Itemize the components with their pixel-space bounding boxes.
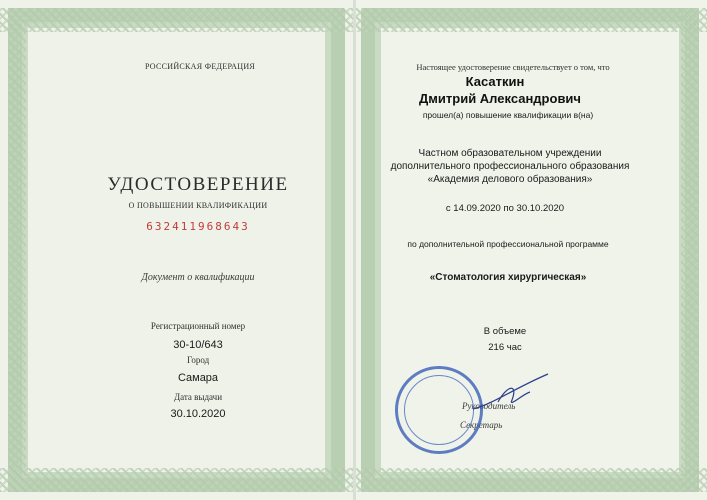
issue-date-label: Дата выдачи: [173, 392, 223, 402]
holder-given-names: Дмитрий Александрович: [419, 91, 581, 106]
study-period: с 14.09.2020 по 30.10.2020: [445, 203, 565, 214]
document-subtitle: О ПОВЫШЕНИИ КВАЛИФИКАЦИИ: [128, 201, 268, 210]
city-value: Самара: [177, 372, 219, 384]
country-label: РОССИЙСКАЯ ФЕДЕРАЦИЯ: [144, 62, 256, 71]
passed-text: прошел(а) повышение квалификации в(на): [422, 110, 594, 120]
right-bottom-ornament: [353, 468, 707, 492]
holder-surname: Касаткин: [465, 74, 525, 89]
left-bottom-ornament: [0, 468, 353, 492]
head-signature-label: Руководитель: [462, 401, 516, 411]
page-fold: [353, 0, 356, 500]
right-top-ornament: [353, 8, 707, 32]
issue-date-value: 30.10.2020: [170, 408, 226, 420]
document-type: Документ о квалификации: [141, 272, 255, 283]
reg-number-label: Регистрационный номер: [150, 321, 246, 331]
volume-value: 216 час: [488, 342, 522, 353]
organization-line-1: Частном образовательном учреждении: [418, 148, 602, 159]
organization-line-3: «Академия делового образования»: [427, 174, 593, 185]
secretary-signature-label: Секретарь: [460, 420, 503, 430]
signature-mark: [468, 364, 558, 424]
organization-line-2: дополнительного профессионального образования: [390, 161, 630, 172]
program-name: «Стоматология хирургическая»: [429, 272, 587, 283]
right-side-ornament: [681, 8, 699, 492]
city-label: Город: [187, 355, 210, 365]
left-top-ornament: [0, 8, 353, 32]
volume-label: В объеме: [483, 326, 527, 337]
left-side-ornament: [8, 8, 26, 492]
program-label: по дополнительной профессиональной программе: [407, 239, 609, 249]
left-page: [0, 0, 353, 500]
intro-text: Настоящее удостоверение свидетельствует о том, что: [416, 62, 610, 72]
reg-number-value: 30-10/643: [173, 339, 223, 351]
document-title: УДОСТОВЕРЕНИЕ: [107, 174, 289, 195]
serial-number: 632411968643: [146, 220, 250, 233]
